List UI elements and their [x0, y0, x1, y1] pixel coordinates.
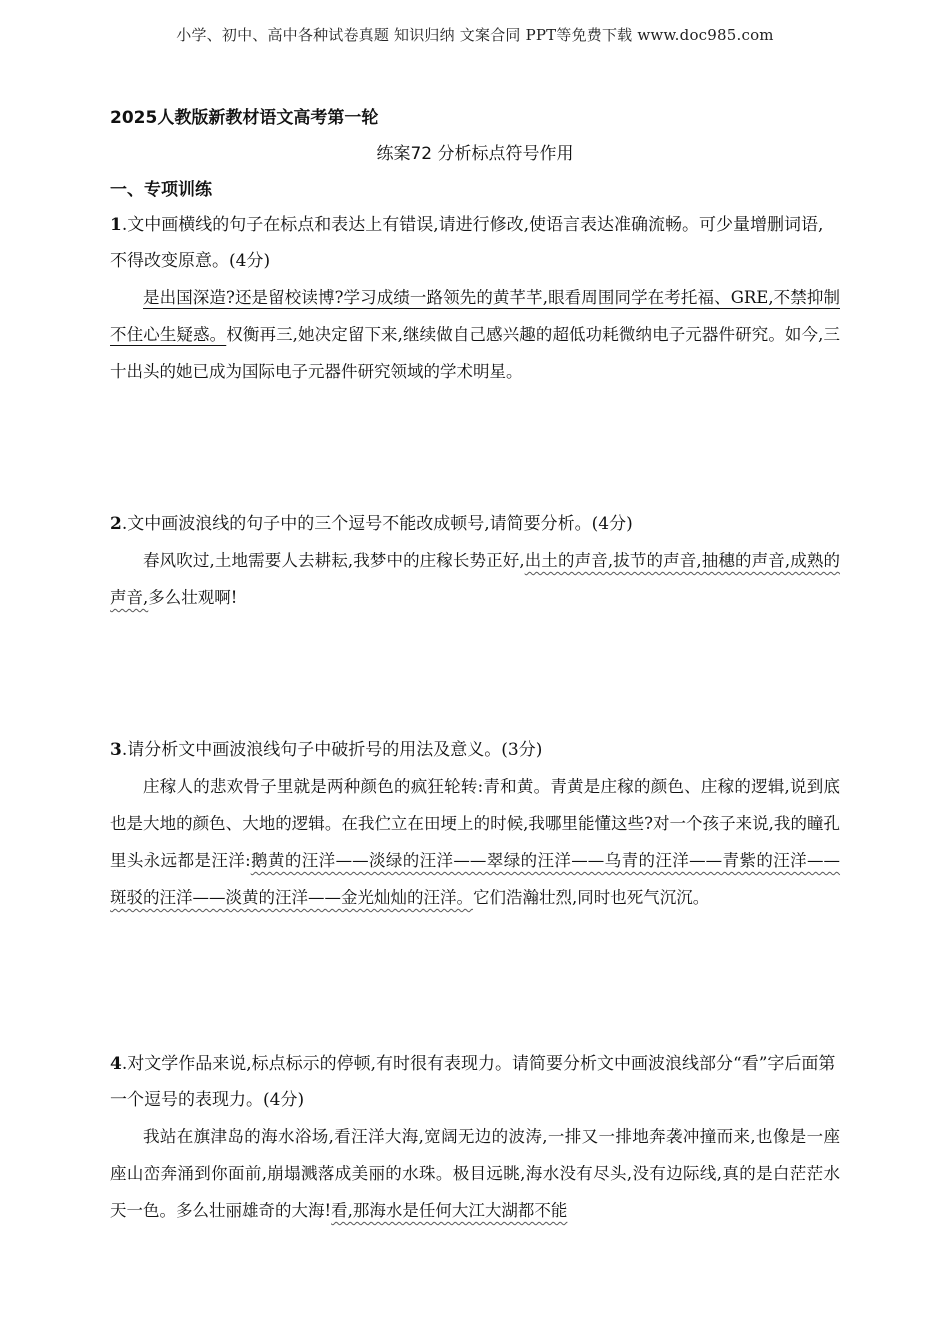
wavy-underlined-sentence: 看,那海水是任何大江大湖都不能: [331, 1201, 568, 1220]
question-4-prompt: [110, 1046, 840, 1118]
question-number: 1: [110, 215, 122, 235]
wavy-underlined-sentence: 出土的声音,拔节的声音,抽穗的声音,成熟的声音,: [110, 551, 840, 607]
passage-text: 我站在旗津岛的海水浴场,看汪洋大海,宽阔无边的波涛,一排又一排地奔袭冲撞而来,也像是一座座山峦奔涌到你面前,崩塌溅落成美丽的水珠。极目远眺,海水没有尽头,没有边际线,真的是白茫茫水天一色。多么壮丽雄奇的大海!: [110, 1127, 840, 1220]
question-text: .文中画横线的句子在标点和表达上有错误,请进行修改,使语言表达准确流畅。可少量增删词语,不得改变原意。(4分): [110, 215, 824, 271]
question-number: 4: [110, 1054, 122, 1074]
question-1-passage: [110, 279, 840, 390]
question-4-passage: [110, 1118, 840, 1229]
question-2-prompt: [110, 506, 840, 542]
question-3-passage: [110, 768, 840, 916]
question-number: 3: [110, 740, 122, 760]
section-heading: 一、专项训练: [110, 180, 212, 200]
passage-text: 庄稼人的悲欢骨子里就是两种颜色的疯狂轮转:青和黄。青黄是庄稼的颜色、庄稼的逻辑,说到底也是大地的颜色、大地的逻辑。在我伫立在田埂上的时候,我哪里能懂这些?对一个孩子来说,我的瞳孔里头永远都是汪洋:: [110, 777, 840, 870]
passage-text: 它们浩瀚壮烈,同时也死气沉沉。: [473, 888, 710, 907]
question-3-prompt: [110, 732, 840, 768]
passage-text: 权衡再三,她决定留下来,继续做自己感兴趣的超低功耗微纳电子元器件研究。如今,三十出头的她已成为国际电子元器件研究领域的学术明星。: [110, 325, 840, 381]
question-2: [110, 506, 840, 616]
document-title: 2025人教版新教材语文高考第一轮: [110, 108, 379, 128]
document-body: [110, 103, 840, 1229]
document-subtitle: 练案72 分析标点符号作用: [376, 144, 574, 164]
wavy-underlined-sentence: 鹅黄的汪洋——淡绿的汪洋——翠绿的汪洋——乌青的汪洋——青紫的汪洋——斑驳的汪洋——淡黄的汪洋——金光灿灿的汪洋。: [110, 851, 841, 907]
question-number: 2: [110, 514, 122, 534]
question-text: .请分析文中画波浪线句子中破折号的用法及意义。(3分): [121, 740, 543, 760]
page-header: 小学、初中、高中各种试卷真题 知识归纳 文案合同 PPT等免费下载 www.doc985.com: [176, 26, 774, 44]
passage-text: 春风吹过,土地需要人去耕耘,我梦中的庄稼长势正好,: [143, 551, 525, 570]
passage-text: 多么壮观啊!: [148, 588, 238, 607]
underlined-sentence: 是出国深造?还是留校读博?学习成绩一路领先的黄芊芊,眼看周围同学在考托福、GRE,不禁抑制不住心生疑惑。: [110, 288, 840, 344]
question-1-prompt: [110, 207, 840, 279]
question-1: [110, 207, 840, 390]
question-3: [110, 732, 840, 916]
question-text: .文中画波浪线的句子中的三个逗号不能改成顿号,请简要分析。(4分): [121, 514, 633, 534]
question-text: .对文学作品来说,标点标示的停顿,有时很有表现力。请简要分析文中画波浪线部分“看”字后面第一个逗号的表现力。(4分): [110, 1054, 836, 1110]
question-2-passage: [110, 542, 840, 616]
question-4: [110, 1046, 840, 1229]
